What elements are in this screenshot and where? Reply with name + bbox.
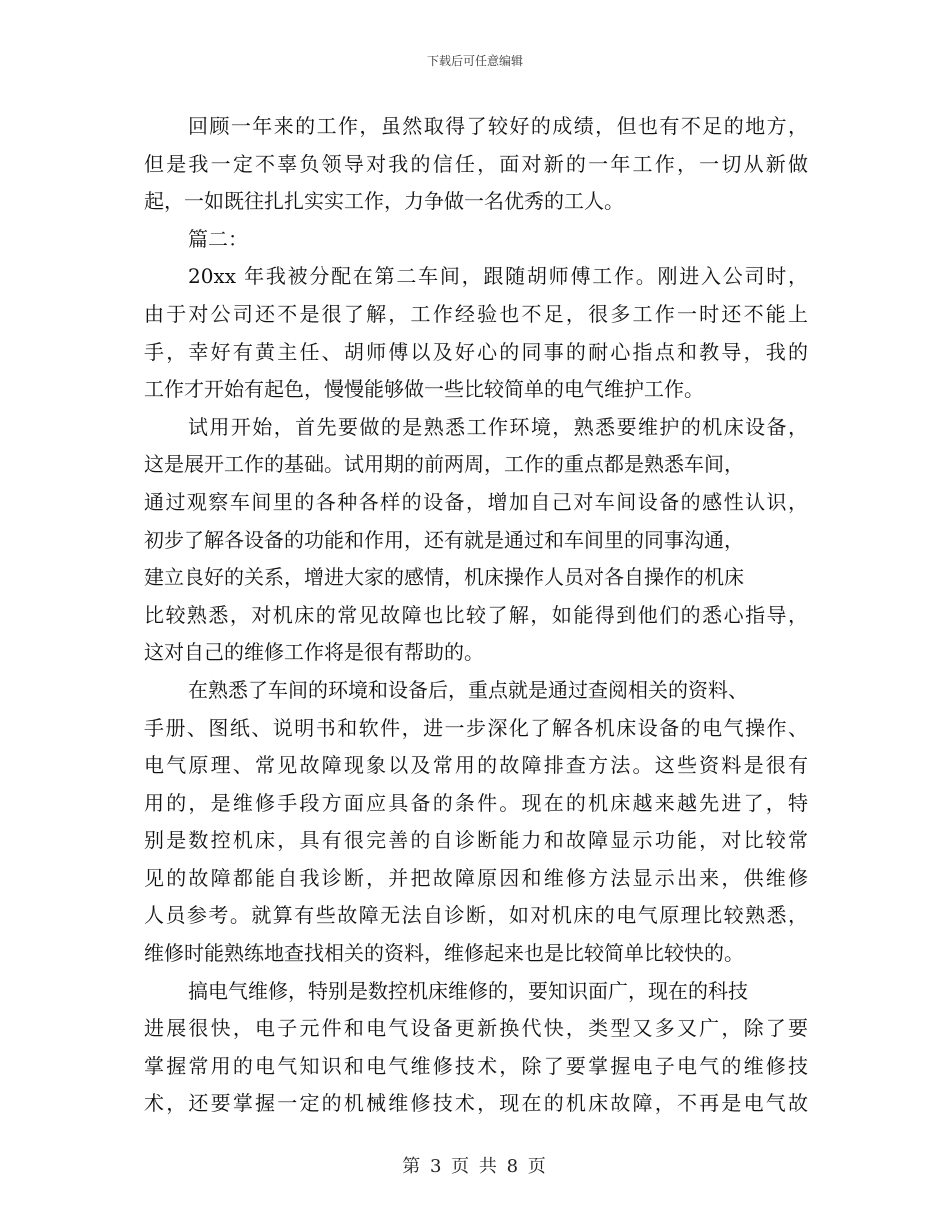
text-line: 由于对公司还不是很了解，工作经验也不足，很多工作一时还不能上 — [144, 301, 808, 326]
text-line: 手，幸好有黄主任、胡师傅以及好心的同事的耐心指点和教导，我的 — [144, 339, 808, 364]
text-line: 搞电气维修，特别是数控机床维修的，要知识面广，现在的科技 — [188, 978, 748, 1003]
text-line: 电气原理、常见故障现象以及常用的故障排查方法。这些资料是很有 — [144, 753, 808, 778]
text-line: 别是数控机床，具有很完善的自诊断能力和故障显示功能，对比较常 — [144, 828, 808, 853]
text-line: 这对自己的维修工作将是很有帮助的。 — [144, 640, 484, 665]
page-number-footer: 第 3 页 共 8 页 — [402, 1156, 548, 1177]
text-line: 回顾一年来的工作，虽然取得了较好的成绩，但也有不足的地方， — [188, 114, 808, 138]
page-header: 下载后可任意编辑 — [426, 54, 523, 68]
text-line: 术，还要掌握一定的机械维修技术，现在的机床故障，不再是电气故 — [144, 1091, 808, 1116]
text-line: 用的，是维修手段方面应具备的条件。现在的机床越来越先进了，特 — [144, 790, 808, 815]
text-line: 见的故障都能自我诊断，并把故障原因和维修方法显示出来，供维修 — [144, 865, 808, 890]
text-line: 起，一如既往扎扎实实工作，力争做一名优秀的工人。 — [144, 189, 624, 214]
text-line: 在熟悉了车间的环境和设备后，重点就是通过查阅相关的资料、 — [188, 677, 748, 702]
text-line: 人员参考。就算有些故障无法自诊断，如对机床的电气原理比较熟悉， — [144, 903, 808, 928]
text-line: 比较熟悉，对机床的常见故障也比较了解，如能得到他们的悉心指导， — [144, 602, 808, 627]
text-line: 手册、图纸、说明书和软件，进一步深化了解各机床设备的电气操作、 — [144, 715, 808, 740]
text-line: 工作才开始有起色，慢慢能够做一些比较简单的电气维护工作。 — [144, 377, 704, 402]
text-line: 但是我一定不辜负领导对我的信任，面对新的一年工作，一切从新做 — [144, 151, 808, 176]
text-line: 通过观察车间里的各种各样的设备，增加自己对车间设备的感性认识， — [144, 489, 808, 514]
text-line: 20xx 年我被分配在第二车间，跟随胡师傅工作。刚进入公司时， — [188, 264, 808, 289]
text-line: 建立良好的关系，增进大家的感情，机床操作人员对各自操作的机床 — [144, 565, 744, 590]
document-body — [144, 108, 808, 1123]
text-line: 掌握常用的电气知识和电气维修技术，除了要掌握电子电气的维修技 — [144, 1053, 808, 1078]
section-heading: 篇二： — [188, 226, 248, 251]
text-line: 维修时能熟练地查找相关的资料，维修起来也是比较简单比较快的。 — [144, 941, 744, 966]
text-line: 试用开始，首先要做的是熟悉工作环境，熟悉要维护的机床设备， — [188, 414, 808, 439]
text-line: 这是展开工作的基础。试用期的前两周，工作的重点都是熟悉车间， — [144, 452, 744, 477]
text-line: 初步了解各设备的功能和作用，还有就是通过和车间里的同事沟通， — [144, 527, 744, 552]
text-line: 进展很快，电子元件和电气设备更新换代快，类型又多又广，除了要 — [144, 1016, 808, 1041]
